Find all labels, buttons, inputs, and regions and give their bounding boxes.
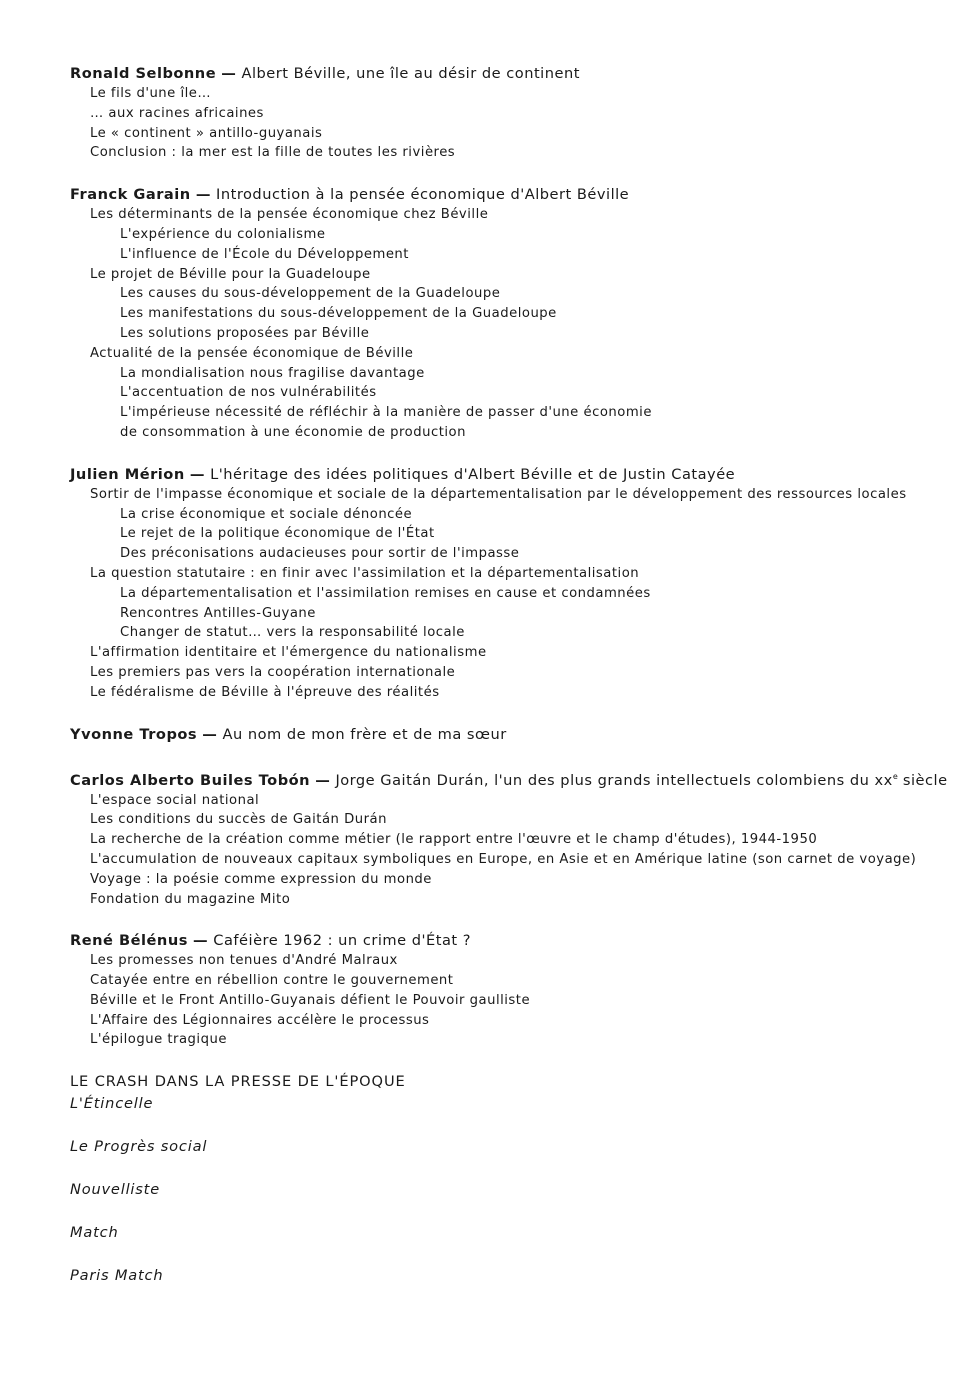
- author-name: Carlos Alberto Builes Tobón: [70, 771, 311, 789]
- toc-item: Les solutions proposées par Béville: [120, 325, 370, 341]
- section-heading: [70, 185, 950, 205]
- toc-item: de consommation à une économie de production: [120, 424, 466, 440]
- chapter-title: Jorge Gaitán Durán, l'un des plus grands intellectuels colombiens du: [335, 771, 870, 789]
- toc-item: L'épilogue tragique: [90, 1032, 227, 1048]
- section-heading: [70, 465, 950, 485]
- toc-item: La mondialisation nous fragilise davantage: [120, 365, 425, 381]
- toc-item: L'influence de l'École du Développement: [120, 246, 409, 262]
- toc-item: Changer de statut… vers la responsabilité locale: [120, 625, 465, 641]
- toc-item: La recherche de la création comme métier (le rapport entre l'œuvre et le champ d'études), 1944-1950: [90, 832, 818, 848]
- toc-section: [70, 931, 950, 1050]
- toc-item: Les manifestations du sous-développement de la Guadeloupe: [120, 306, 557, 322]
- toc-item: … aux racines africaines: [90, 105, 264, 121]
- toc-item: L'expérience du colonialisme: [120, 226, 326, 242]
- toc-item: L'accentuation de nos vulnérabilités: [120, 385, 377, 401]
- toc-item: Le projet de Béville pour la Guadeloupe: [90, 266, 371, 282]
- press-section: [70, 1072, 950, 1286]
- section-heading: [70, 725, 950, 745]
- toc-item: L'impérieuse nécessité de réfléchir à la manière de passer d'une économie: [120, 405, 652, 421]
- toc-item: Le rejet de la politique économique de l'État: [120, 526, 435, 542]
- toc-item: Catayée entre en rébellion contre le gouvernement: [90, 973, 454, 989]
- toc-item: La question statutaire : en finir avec l'assimilation et la départementalisation: [90, 565, 640, 581]
- press-title: Match: [70, 1224, 119, 1242]
- toc-item: Le « continent » antillo-guyanais: [90, 125, 323, 141]
- table-of-contents: [70, 64, 950, 1309]
- toc-item: Les premiers pas vers la coopération internationale: [90, 664, 456, 680]
- press-title: L'Étincelle: [70, 1095, 154, 1113]
- century-superscript: e: [892, 771, 898, 781]
- author-name: Ronald Selbonne: [70, 65, 217, 82]
- toc-item: Les promesses non tenues d'André Malraux: [90, 953, 398, 969]
- section-heading: [70, 767, 950, 791]
- chapter-title: L'héritage des idées politiques d'Albert Béville et de Justin Catayée: [210, 465, 736, 483]
- chapter-title: Introduction à la pensée économique d'Albert Béville: [216, 186, 630, 204]
- press-heading: LE CRASH DANS LA PRESSE DE L'ÉPOQUE: [70, 1073, 406, 1091]
- dash-separator: —: [315, 771, 331, 789]
- toc-item: La départementalisation et l'assimilation remises en cause et condamnées: [120, 585, 651, 601]
- dash-separator: —: [195, 186, 211, 204]
- toc-item: L'accumulation de nouveaux capitaux symboliques en Europe, en Asie et en Amérique latine (son carnet de voyage): [90, 851, 917, 867]
- toc-item: Rencontres Antilles-Guyane: [120, 605, 316, 621]
- toc-section: [70, 767, 950, 910]
- toc-item: Actualité de la pensée économique de Béville: [90, 345, 414, 361]
- section-heading: [70, 931, 950, 951]
- toc-item: Le fils d'une île…: [90, 86, 212, 101]
- toc-item: L'Affaire des Légionnaires accélère le processus: [90, 1012, 430, 1028]
- toc-item: L'espace social national: [90, 792, 260, 808]
- toc-item: Des préconisations audacieuses pour sortir de l'impasse: [120, 546, 520, 562]
- toc-item: Conclusion : la mer est la fille de toutes les rivières: [90, 145, 456, 161]
- author-name: Julien Mérion: [70, 465, 185, 483]
- toc-item: Béville et le Front Antillo-Guyanais défient le Pouvoir gaulliste: [90, 992, 531, 1008]
- author-name: Franck Garain: [70, 186, 191, 204]
- chapter-title: Au nom de mon frère et de ma sœur: [222, 725, 507, 743]
- toc-item: L'affirmation identitaire et l'émergence du nationalisme: [90, 645, 487, 661]
- dash-separator: —: [193, 932, 209, 950]
- chapter-title-end: siècle: [897, 771, 948, 789]
- toc-item: Sortir de l'impasse économique et sociale de la départementalisation par le développement des ressources locales: [90, 486, 907, 502]
- toc-section: [70, 465, 950, 703]
- dash-separator: —: [189, 465, 205, 483]
- toc-item: Les déterminants de la pensée économique chez Béville: [90, 207, 489, 223]
- toc-item: Le fédéralisme de Béville à l'épreuve des réalités: [90, 684, 440, 700]
- section-heading: [70, 64, 950, 84]
- press-title: Nouvelliste: [70, 1181, 160, 1199]
- toc-item: La crise économique et sociale dénoncée: [120, 506, 413, 522]
- toc-section: [70, 725, 950, 745]
- toc-section: [70, 64, 950, 163]
- toc-item: Voyage : la poésie comme expression du monde: [90, 871, 432, 887]
- toc-item: Fondation du magazine Mito: [90, 891, 291, 907]
- dash-separator: —: [202, 725, 218, 743]
- author-name: René Bélénus: [70, 932, 188, 950]
- press-title: Le Progrès social: [70, 1138, 208, 1156]
- chapter-title: Albert Béville, une île au désir de continent: [241, 65, 580, 82]
- toc-section: [70, 185, 950, 443]
- toc-item: Les causes du sous-développement de la Guadeloupe: [120, 286, 501, 302]
- dash-separator: —: [221, 65, 237, 82]
- toc-item: Les conditions du succès de Gaitán Durán: [90, 812, 387, 828]
- chapter-title: Caféière 1962 : un crime d'État ?: [213, 932, 471, 950]
- press-title: Paris Match: [70, 1267, 164, 1285]
- author-name: Yvonne Tropos: [70, 725, 198, 743]
- century-numeral: xx: [874, 771, 893, 789]
